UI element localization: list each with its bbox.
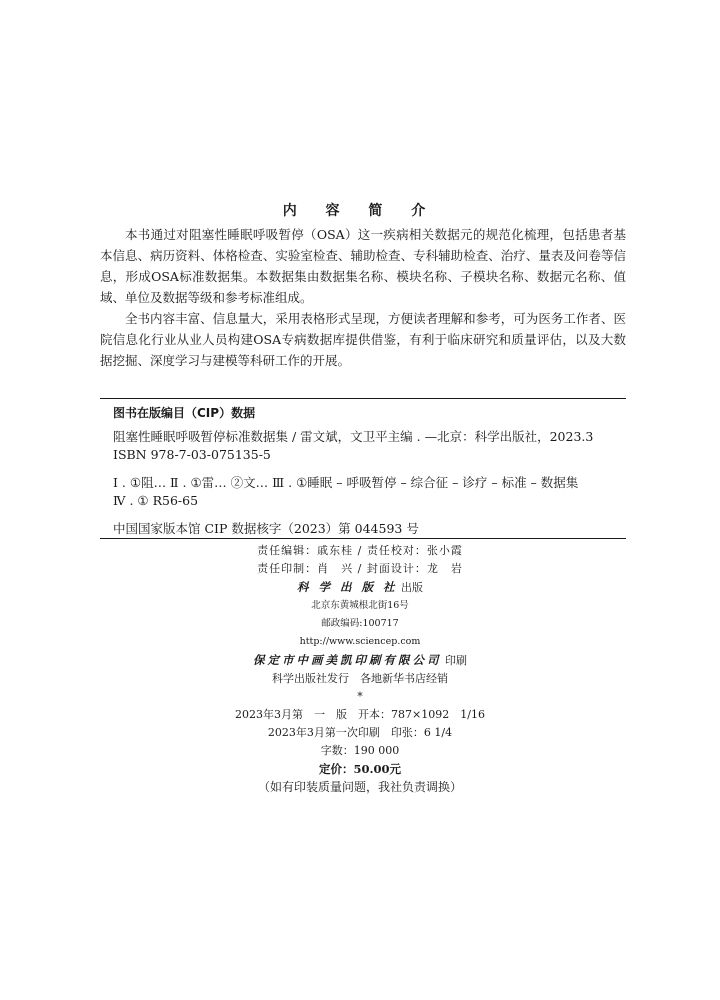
summary-paragraph-2: 全书内容丰富、信息量大，采用表格形式呈现，方便读者理解和参考，可为医务工作者、医院信息化行业从业人员构建OSA专病数据库提供借鉴，有利于临床研究和质量评估，以及大数据挖掘、深度学习与建模等科研工作的开展。: [100, 311, 626, 368]
cip-heading: 图书在版编目（CIP）数据: [113, 406, 256, 420]
impression-line: 2023年3月第一次印刷 印张：6 1/4: [267, 726, 453, 739]
cip-section: [113, 404, 623, 538]
printer-line: [0, 651, 720, 670]
publisher-address: 北京东黄城根北街16号: [311, 600, 409, 611]
wordcount-line: 字数：190 000: [320, 744, 400, 757]
cip-isbn: ISBN 978-7-03-075135-5: [113, 447, 271, 462]
cip-record-number: 中国国家版本馆 CIP 数据核字（2023）第 044593 号: [113, 521, 419, 536]
cip-bottom-rule: [100, 538, 626, 539]
summary-section: [100, 224, 626, 371]
separator-star: *: [357, 690, 363, 703]
summary-paragraph-1: 本书通过对阻塞性睡眠呼吸暂停（OSA）这一疾病相关数据元的规范化梳理，包括患者基本信息、病历资料、体格检查、实验室检查、辅助检查、专科辅助检查、治疗、量表及问卷等信息，形成OSA标准数据集。本数据集由数据集名称、模块名称、子模块名称、数据元名称、值域、单位及数据等级和参考标准组成。: [100, 227, 626, 305]
cip-subject-line: Ⅰ . ①阻… Ⅱ . ①雷… ②文… Ⅲ . ①睡眠 – 呼吸暂停 – 综合征 – 诊疗 – 标准 – 数据集: [113, 475, 579, 490]
cip-title-line: 阻塞性睡眠呼吸暂停标准数据集 / 雷文斌，文卫平主编 . —北京：科学出版社，2023.3: [113, 429, 594, 444]
printer-name: 保定市中画美凯印刷有限公司: [253, 653, 442, 667]
edition-line: 2023年3月第 一 版 开本：787×1092 1/16: [235, 708, 485, 721]
printer-suffix: 印刷: [445, 654, 467, 667]
editors-line: 责任编辑：戚东桂 / 责任校对：张小霞: [257, 544, 463, 557]
publisher-suffix: 出版: [401, 581, 423, 594]
distribution-line: 科学出版社发行 各地新华书店经销: [272, 672, 448, 685]
quality-note: （如有印装质量问题，我社负责调换）: [257, 780, 462, 794]
colophon-section: [0, 542, 720, 796]
price-line: 定价：50.00元: [318, 762, 401, 776]
postcode: 邮政编码:100717: [321, 618, 399, 629]
cip-top-rule: [100, 398, 626, 399]
publisher-name: 科 学 出 版 社: [296, 580, 398, 594]
printing-staff-line: 责任印制：肖 兴 / 封面设计：龙 岩: [257, 562, 463, 575]
page-title: 内 容 简 介: [282, 203, 438, 219]
cip-classification: Ⅳ . ① R56-65: [113, 493, 199, 508]
website: http://www.sciencep.com: [299, 636, 421, 647]
publisher-line: [0, 578, 720, 597]
